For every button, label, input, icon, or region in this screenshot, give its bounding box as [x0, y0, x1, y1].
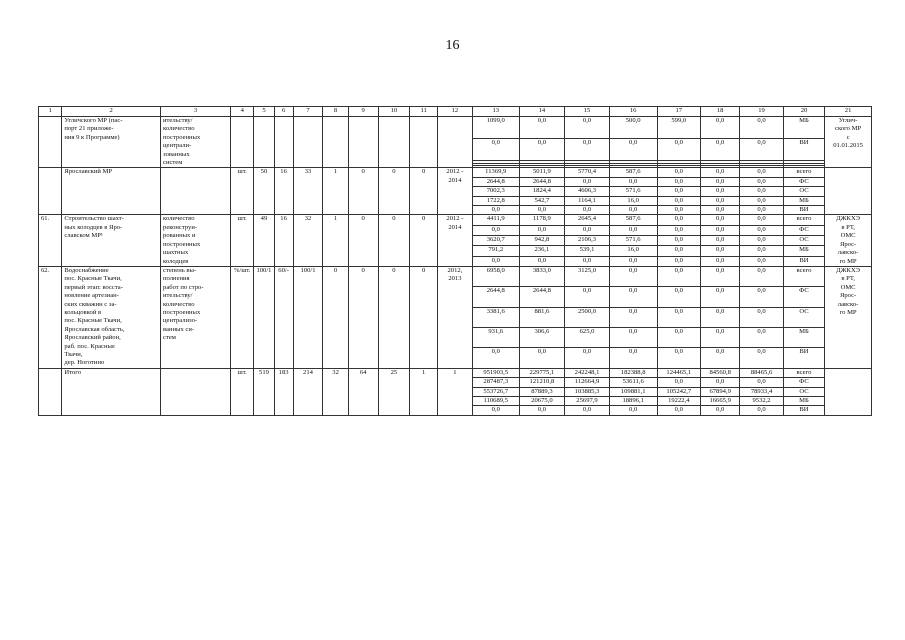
executor-cell: ДЖКХЭ в РТ, ОМС Ярос- лавско- го МР: [825, 215, 872, 266]
funding-value: 0,0: [657, 206, 701, 215]
executor-cell: [825, 368, 872, 415]
funding-value: 7002,3: [472, 187, 519, 196]
funding-value: 0,0: [701, 168, 740, 177]
column-header-19: 19: [740, 107, 784, 117]
funding-value: 0,0: [740, 225, 784, 235]
funding-value: 500,0: [609, 117, 657, 139]
funding-value: 553726,7: [472, 387, 519, 396]
years-cell: [437, 117, 472, 168]
indicator-name: количество реконструи- рованных и построенных шахтных колодцев: [161, 215, 231, 266]
funding-value: 3125,0: [565, 266, 610, 286]
funding-value: 0,0: [701, 246, 740, 256]
funding-value: 1722,8: [472, 196, 519, 205]
funding-source: ВИ: [783, 348, 824, 368]
funding-value: 0,0: [609, 406, 657, 415]
unit-cell: %/шт.: [231, 266, 254, 368]
funding-value: 1099,0: [472, 117, 519, 139]
funding-source: ОС: [783, 307, 824, 327]
funding-value: 599,0: [657, 117, 701, 139]
unit-cell: шт.: [231, 215, 254, 266]
page-number: 16: [445, 38, 460, 53]
funding-value: 0,0: [701, 117, 740, 139]
item-name: Угличского МР (пас- порт 21 приложе- ния 9 к Программе): [62, 117, 161, 168]
table-row: [39, 215, 872, 225]
funding-value: 0,0: [565, 256, 610, 266]
indicator-value: 1: [323, 168, 348, 215]
item-number: 61.: [39, 215, 62, 266]
funding-source: МБ: [783, 328, 824, 348]
column-header-13: 13: [472, 107, 519, 117]
funding-value: 571,6: [609, 236, 657, 246]
indicator-value: [293, 117, 323, 168]
funding-value: 0,0: [609, 177, 657, 186]
funding-source: всего: [783, 215, 824, 225]
column-header-20: 20: [783, 107, 824, 117]
indicator-value: 32: [323, 368, 348, 415]
funding-value: 0,0: [657, 246, 701, 256]
funding-value: 0,0: [657, 187, 701, 196]
table-row: [39, 368, 872, 377]
funding-value: 20675,0: [519, 397, 565, 406]
funding-value: 0,0: [565, 177, 610, 186]
funding-value: 3381,6: [472, 307, 519, 327]
funding-value: 0,0: [565, 287, 610, 307]
indicator-value: 183: [274, 368, 293, 415]
funding-value: 1164,1: [565, 196, 610, 205]
funding-source: ВИ: [783, 139, 824, 161]
indicator-name: ительству/ количество построенных централи- зованных систем: [161, 117, 231, 168]
funding-value: 0,0: [740, 168, 784, 177]
item-name: Итого: [62, 368, 161, 415]
funding-value: 0,0: [657, 328, 701, 348]
funding-source: ОС: [783, 236, 824, 246]
funding-value: 0,0: [609, 328, 657, 348]
table-row: [39, 266, 872, 286]
column-header-2: 2: [62, 107, 161, 117]
funding-source: ВИ: [783, 256, 824, 266]
funding-value: 242248,1: [565, 368, 610, 377]
header-row: [39, 107, 872, 117]
funding-value: 229775,1: [519, 368, 565, 377]
funding-value: 542,7: [519, 196, 565, 205]
executor-cell: Углич- ского МР с 01.01.2015: [825, 117, 872, 168]
item-number: [39, 168, 62, 215]
funding-value: 0,0: [701, 206, 740, 215]
funding-source: МБ: [783, 397, 824, 406]
funding-value: 0,0: [519, 406, 565, 415]
funding-value: 0,0: [740, 406, 784, 415]
funding-value: 0,0: [701, 406, 740, 415]
item-number: [39, 117, 62, 168]
funding-value: 0,0: [657, 177, 701, 186]
funding-value: 0,0: [701, 187, 740, 196]
years-cell: 1: [437, 368, 472, 415]
funding-value: 0,0: [519, 348, 565, 368]
indicator-value: 1: [323, 215, 348, 266]
funding-value: 0,0: [565, 406, 610, 415]
funding-value: 0,0: [565, 206, 610, 215]
funding-value: 0,0: [657, 348, 701, 368]
years-cell: 2012 - 2014: [437, 168, 472, 215]
funding-value: 110689,5: [472, 397, 519, 406]
indicator-value: [323, 117, 348, 168]
funding-value: 3620,7: [472, 236, 519, 246]
column-header-10: 10: [378, 107, 410, 117]
funding-source: ВИ: [783, 206, 824, 215]
funding-value: 3833,0: [519, 266, 565, 286]
funding-value: 0,0: [565, 348, 610, 368]
funding-value: 0,0: [740, 378, 784, 387]
column-header-18: 18: [701, 107, 740, 117]
column-header-3: 3: [161, 107, 231, 117]
column-header-6: 6: [274, 107, 293, 117]
funding-value: 2500,0: [565, 307, 610, 327]
funding-value: 0,0: [740, 177, 784, 186]
table-row: [39, 168, 872, 177]
funding-value: 0,0: [740, 236, 784, 246]
funding-value: 881,6: [519, 307, 565, 327]
funding-value: 951903,5: [472, 368, 519, 377]
indicator-value: 0: [348, 215, 378, 266]
funding-value: 78933,4: [740, 387, 784, 396]
funding-value: 236,1: [519, 246, 565, 256]
funding-value: 0,0: [740, 139, 784, 161]
funding-value: 0,0: [701, 236, 740, 246]
funding-source: ФС: [783, 378, 824, 387]
funding-value: 67894,9: [701, 387, 740, 396]
funding-value: 0,0: [657, 266, 701, 286]
funding-value: 0,0: [519, 225, 565, 235]
indicator-name: [161, 168, 231, 215]
funding-value: 0,0: [609, 307, 657, 327]
column-header-5: 5: [254, 107, 274, 117]
item-name: Ярославский МР: [62, 168, 161, 215]
funding-value: 0,0: [701, 266, 740, 286]
unit-cell: шт.: [231, 168, 254, 215]
funding-value: 105242,7: [657, 387, 701, 396]
funding-value: 5011,9: [519, 168, 565, 177]
funding-value: 0,0: [740, 256, 784, 266]
funding-value: 0,0: [657, 139, 701, 161]
item-name: Водоснабжение пос. Красные Ткачи, первый этап: восста- новление артезиан- ских скважин с за- кольцовкой в пос. Красные Ткачи, Ярославская область, Ярославский район, раб. пос. Красные Ткачи, дер. Ноготино: [62, 266, 161, 368]
funding-value: 0,0: [657, 225, 701, 235]
funding-source: МБ: [783, 117, 824, 139]
column-header-17: 17: [657, 107, 701, 117]
column-header-16: 16: [609, 107, 657, 117]
funding-source: ОС: [783, 187, 824, 196]
funding-value: 84560,8: [701, 368, 740, 377]
indicator-name: [161, 368, 231, 415]
funding-value: 0,0: [609, 266, 657, 286]
funding-value: 16665,9: [701, 397, 740, 406]
funding-value: 0,0: [472, 348, 519, 368]
funding-value: 88465,6: [740, 368, 784, 377]
funding-value: 0,0: [740, 266, 784, 286]
indicator-value: 100/1: [293, 266, 323, 368]
funding-source: МБ: [783, 246, 824, 256]
funding-value: 0,0: [609, 139, 657, 161]
funding-value: 0,0: [701, 378, 740, 387]
funding-value: 0,0: [701, 287, 740, 307]
funding-value: 0,0: [701, 225, 740, 235]
funding-source: ОС: [783, 387, 824, 396]
funding-source: МБ: [783, 196, 824, 205]
funding-value: 791,2: [472, 246, 519, 256]
column-header-1: 1: [39, 107, 62, 117]
funding-value: 0,0: [519, 256, 565, 266]
indicator-value: 16: [274, 168, 293, 215]
indicator-value: 0: [410, 266, 438, 368]
funding-value: 0,0: [472, 256, 519, 266]
funding-value: 0,0: [657, 256, 701, 266]
funding-value: 121210,8: [519, 378, 565, 387]
funding-value: 2644,8: [472, 287, 519, 307]
funding-value: 5770,4: [565, 168, 610, 177]
funding-value: 0,0: [740, 196, 784, 205]
column-header-14: 14: [519, 107, 565, 117]
indicator-value: [348, 117, 378, 168]
funding-value: 1178,9: [519, 215, 565, 225]
funding-value: 0,0: [701, 139, 740, 161]
indicator-value: [410, 117, 438, 168]
funding-value: 1824,4: [519, 187, 565, 196]
funding-value: 6958,0: [472, 266, 519, 286]
funding-value: 2644,8: [519, 177, 565, 186]
column-header-9: 9: [348, 107, 378, 117]
funding-value: 182388,8: [609, 368, 657, 377]
funding-value: 0,0: [657, 287, 701, 307]
funding-value: 0,0: [740, 206, 784, 215]
funding-value: 287487,3: [472, 378, 519, 387]
indicator-value: 214: [293, 368, 323, 415]
funding-value: 0,0: [701, 215, 740, 225]
indicator-value: 60/-: [274, 266, 293, 368]
funding-value: 0,0: [701, 307, 740, 327]
funding-value: 0,0: [609, 206, 657, 215]
funding-value: 109881,1: [609, 387, 657, 396]
column-header-12: 12: [437, 107, 472, 117]
funding-value: 4411,9: [472, 215, 519, 225]
funding-value: 0,0: [740, 187, 784, 196]
column-header-11: 11: [410, 107, 438, 117]
funding-value: 0,0: [740, 328, 784, 348]
column-header-4: 4: [231, 107, 254, 117]
funding-value: 0,0: [657, 307, 701, 327]
funding-value: 18896,1: [609, 397, 657, 406]
funding-value: 942,8: [519, 236, 565, 246]
funding-source: ФС: [783, 225, 824, 235]
funding-value: 0,0: [740, 246, 784, 256]
unit-cell: [231, 117, 254, 168]
indicator-value: 16: [274, 215, 293, 266]
funding-value: 0,0: [519, 117, 565, 139]
years-cell: 2012 - 2014: [437, 215, 472, 266]
indicator-value: 49: [254, 215, 274, 266]
indicator-value: 0: [410, 168, 438, 215]
funding-value: 0,0: [472, 406, 519, 415]
funding-value: 306,6: [519, 328, 565, 348]
indicator-value: [274, 117, 293, 168]
funding-source: ВИ: [783, 406, 824, 415]
funding-value: 0,0: [609, 256, 657, 266]
program-table: [38, 106, 872, 416]
funding-value: 16,0: [609, 246, 657, 256]
funding-source: всего: [783, 266, 824, 286]
funding-value: 0,0: [519, 139, 565, 161]
funding-value: 0,0: [740, 215, 784, 225]
funding-value: 112664,9: [565, 378, 610, 387]
funding-source: ФС: [783, 177, 824, 186]
funding-value: 124465,1: [657, 368, 701, 377]
indicator-value: 0: [410, 215, 438, 266]
funding-value: 0,0: [565, 139, 610, 161]
years-cell: 2012, 2013: [437, 266, 472, 368]
funding-value: 19222,4: [657, 397, 701, 406]
funding-value: 0,0: [472, 225, 519, 235]
funding-value: 571,6: [609, 187, 657, 196]
funding-value: 587,6: [609, 215, 657, 225]
funding-value: 0,0: [609, 225, 657, 235]
funding-value: 2644,8: [519, 287, 565, 307]
indicator-value: 0: [378, 266, 410, 368]
indicator-value: 33: [293, 168, 323, 215]
indicator-value: 0: [348, 266, 378, 368]
indicator-value: [254, 117, 274, 168]
funding-value: 587,6: [609, 168, 657, 177]
funding-value: 0,0: [740, 307, 784, 327]
funding-value: 11369,9: [472, 168, 519, 177]
funding-value: 0,0: [565, 117, 610, 139]
funding-value: 0,0: [740, 117, 784, 139]
funding-value: 25697,9: [565, 397, 610, 406]
column-header-21: 21: [825, 107, 872, 117]
funding-value: 2106,3: [565, 236, 610, 246]
item-number: 62.: [39, 266, 62, 368]
funding-value: 87889,3: [519, 387, 565, 396]
indicator-name: степень вы- полнения работ по стро- ительству/ количество построенных централизо- ванных си- стем: [161, 266, 231, 368]
funding-source: ФС: [783, 287, 824, 307]
indicator-value: 1: [410, 368, 438, 415]
indicator-value: 25: [378, 368, 410, 415]
column-header-15: 15: [565, 107, 610, 117]
indicator-value: 100/1: [254, 266, 274, 368]
funding-value: 0,0: [609, 287, 657, 307]
funding-value: 2644,8: [472, 177, 519, 186]
funding-value: 0,0: [657, 196, 701, 205]
funding-value: 0,0: [740, 348, 784, 368]
funding-value: 0,0: [565, 225, 610, 235]
executor-cell: ДЖКХЭ в РТ, ОМС Ярос- лавско- го МР: [825, 266, 872, 368]
funding-value: 0,0: [657, 215, 701, 225]
indicator-value: 50: [254, 168, 274, 215]
funding-source: всего: [783, 368, 824, 377]
indicator-value: 519: [254, 368, 274, 415]
funding-value: 0,0: [472, 139, 519, 161]
indicator-value: 64: [348, 368, 378, 415]
funding-value: 539,1: [565, 246, 610, 256]
indicator-value: 0: [378, 215, 410, 266]
indicator-value: 0: [323, 266, 348, 368]
funding-value: 0,0: [519, 206, 565, 215]
indicator-value: 0: [378, 168, 410, 215]
funding-value: 931,6: [472, 328, 519, 348]
funding-value: 625,0: [565, 328, 610, 348]
indicator-value: 0: [348, 168, 378, 215]
column-header-7: 7: [293, 107, 323, 117]
funding-value: 103885,3: [565, 387, 610, 396]
funding-value: 0,0: [701, 256, 740, 266]
executor-cell: [825, 168, 872, 215]
funding-value: 0,0: [701, 177, 740, 186]
funding-value: 16,0: [609, 196, 657, 205]
item-name: Строительство шахт- ных колодцев в Яро- славском МР¹: [62, 215, 161, 266]
unit-cell: шт.: [231, 368, 254, 415]
item-number: [39, 368, 62, 415]
funding-value: 4606,3: [565, 187, 610, 196]
funding-value: 0,0: [701, 348, 740, 368]
funding-value: 0,0: [472, 206, 519, 215]
table-row: [39, 117, 872, 139]
funding-value: 0,0: [657, 378, 701, 387]
funding-value: 0,0: [657, 236, 701, 246]
column-header-8: 8: [323, 107, 348, 117]
funding-value: 0,0: [657, 168, 701, 177]
funding-source: всего: [783, 168, 824, 177]
funding-value: 0,0: [701, 328, 740, 348]
funding-value: 0,0: [740, 287, 784, 307]
indicator-value: [378, 117, 410, 168]
funding-value: 0,0: [657, 406, 701, 415]
funding-value: 2645,4: [565, 215, 610, 225]
funding-value: 9532,2: [740, 397, 784, 406]
funding-value: 0,0: [609, 348, 657, 368]
funding-value: 53611,6: [609, 378, 657, 387]
funding-value: 0,0: [701, 196, 740, 205]
indicator-value: 32: [293, 215, 323, 266]
